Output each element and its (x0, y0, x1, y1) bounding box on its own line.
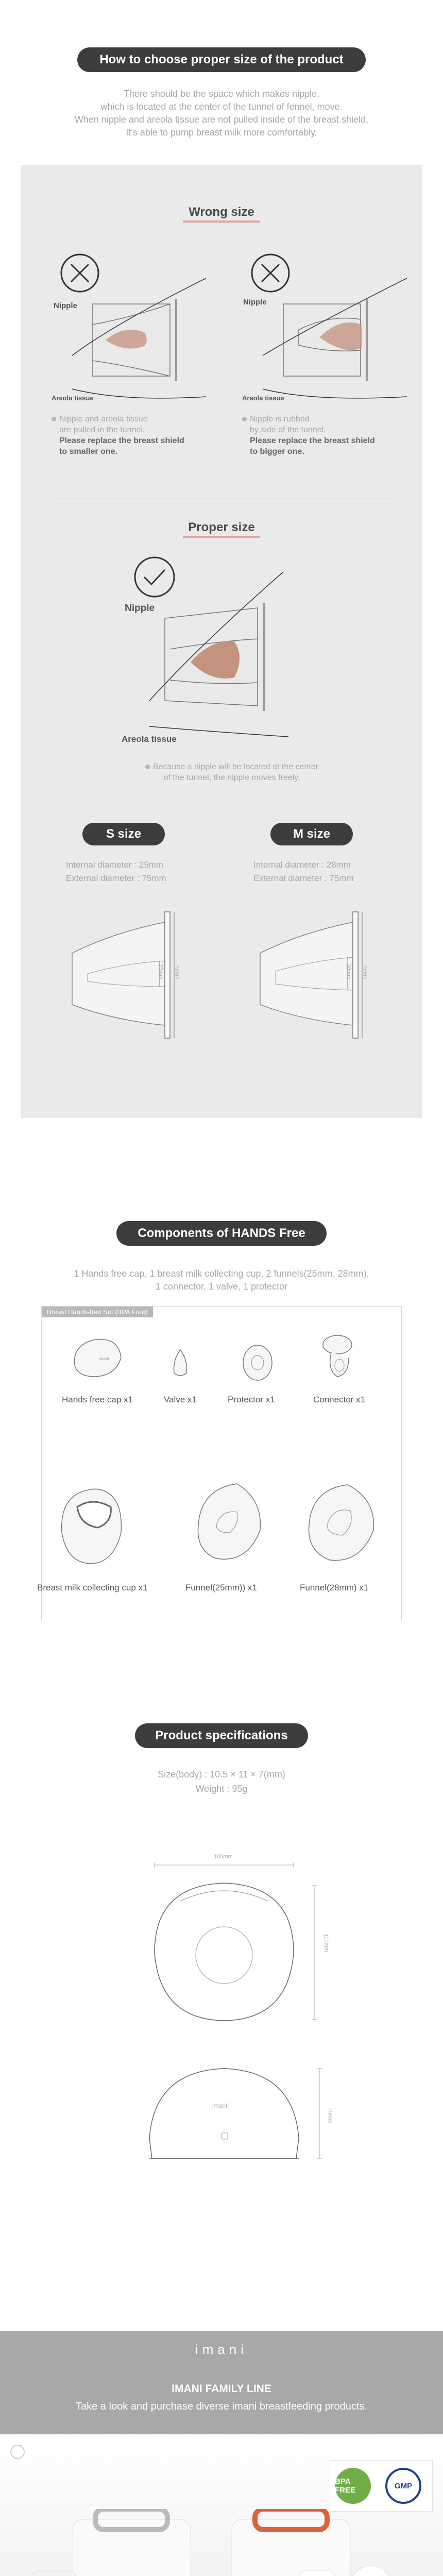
m-external-diameter: External diameter : 75mm (253, 873, 354, 883)
note-advice: to bigger one. (250, 447, 304, 456)
bullet-icon (145, 765, 150, 769)
intro-line: When nipple and areola tissue are not pulled inside of the breast shield, (74, 114, 369, 125)
areola-label: Areola tissue (52, 394, 94, 402)
size-guide-header (0, 0, 443, 139)
proper-size-title (183, 520, 260, 538)
nipple-label: Nipple (54, 301, 77, 310)
component-label: Funnel(28mm) x1 (300, 1583, 369, 1592)
collecting-cup-icon (52, 1476, 129, 1574)
wrong-small-note (52, 414, 227, 457)
note-line: of the tunnel, the nipple moves freely. (163, 773, 300, 782)
hands-free-cap-icon (67, 1329, 129, 1386)
size-guide-intro (0, 88, 443, 139)
areola-label: Areola tissue (242, 394, 284, 402)
width-dimension: 105mm (214, 1854, 233, 1860)
bpa-free-badge: BPA FREE (335, 2468, 371, 2504)
m-internal-diameter: Internal diameter : 28mm (253, 860, 351, 870)
proper-size-illustration (118, 551, 294, 747)
family-line-title: IMANI FAMILY LINE (172, 2383, 271, 2395)
set-tag: Breast Hands-free Set (BPA Free) (42, 1307, 153, 1317)
spec-size: Size(body) : 10.5 × 11 × 7(mm) (158, 1769, 285, 1780)
m-inner-dimension: 28mm (345, 963, 352, 980)
s-internal-diameter: Internal diameter : 25mm (66, 860, 163, 870)
wrong-size-title (183, 205, 260, 223)
component-label: Hands free cap x1 (62, 1395, 133, 1404)
note-line: are pulled in the tunnel. (59, 426, 145, 434)
device-front-drawing (134, 1860, 330, 2030)
note-advice: Please replace the breast shield (59, 436, 184, 445)
desc-line: 1 Hands free cap, 1 breast milk collecting cup, 2 funnels(25mm, 28mm), (74, 1268, 369, 1279)
wrong-size-title-text: Wrong size (189, 205, 254, 219)
height-dimension: 110mm (322, 1934, 329, 1952)
product-lineup-illustration (0, 2509, 443, 2576)
title-underline (183, 536, 260, 538)
size-guide-heading: How to choose proper size of the product (77, 47, 366, 72)
svg-text:imani: imani (99, 1357, 109, 1361)
s-external-diameter: External diameter : 75mm (66, 873, 166, 883)
desc-line: 1 connector, 1 valve, 1 protector (155, 1281, 288, 1292)
component-label: Connector x1 (313, 1395, 366, 1404)
bullet-icon (52, 417, 56, 421)
nipple-label: Nipple (243, 298, 267, 307)
proper-size-note (134, 761, 330, 783)
s-size-label: S size (82, 823, 165, 845)
funnel-28mm-icon (299, 1473, 381, 1571)
components-description (0, 1267, 443, 1293)
areola-label: Areola tissue (122, 734, 177, 744)
component-label: Protector x1 (228, 1395, 275, 1404)
component-label: Funnel(25mm)) x1 (185, 1583, 257, 1592)
specs-heading: Product specifications (135, 1723, 308, 1748)
intro-line: There should be the space which makes nipple, (123, 89, 320, 99)
intro-line: which is located at the center of the tunnel of fennel, move. (100, 101, 343, 112)
wrong-size-small-illustration (52, 247, 206, 402)
family-line-subtitle: Take a look and purchase diverse imani breastfeeding products. (76, 2401, 367, 2412)
s-size-specs (66, 858, 166, 885)
wrong-big-note (242, 414, 417, 457)
note-advice: Please replace the breast shield (250, 436, 375, 445)
depth-dimension: 70mm (327, 2107, 333, 2124)
note-line: Because a nipple will be located at the center (152, 762, 319, 771)
component-label: Breast milk collecting cup x1 (37, 1583, 148, 1592)
component-label: Valve x1 (164, 1395, 197, 1404)
check-icon (135, 557, 174, 597)
note-line: by side of the tunnel. (250, 426, 326, 434)
bullet-icon (242, 417, 247, 421)
note-advice: to smaller one. (59, 447, 117, 456)
valve-icon (165, 1345, 196, 1386)
wrong-size-big-illustration (242, 247, 407, 402)
m-size-specs (253, 858, 354, 885)
m-outer-dimension: 75mm (362, 963, 368, 980)
m-size-label: M size (270, 823, 353, 845)
protector-icon (237, 1340, 278, 1386)
device-brand-text: imani (212, 2102, 227, 2109)
connector-icon (317, 1329, 363, 1386)
brand-logo: imani (195, 2342, 248, 2357)
spec-values (0, 1767, 443, 1796)
components-heading: Components of HANDS Free (116, 1221, 327, 1246)
note-line: Nipple and areola tissue (59, 415, 148, 423)
proper-size-title-text: Proper size (188, 520, 255, 534)
spec-weight: Weight : 95g (195, 1784, 248, 1794)
title-underline (183, 221, 260, 223)
device-side-drawing (139, 2061, 335, 2174)
decor-dot-icon (10, 2445, 25, 2459)
s-inner-dimension: 25mm (157, 963, 164, 980)
s-outer-dimension: 75mm (174, 963, 180, 980)
gmp-badge: GMP (385, 2468, 421, 2504)
funnel-25mm-icon (185, 1473, 268, 1571)
note-line: Nipple is rubbed (250, 415, 310, 423)
intro-line: It's able to pump breast milk more comfortably. (126, 127, 317, 138)
nipple-label: Nipple (125, 603, 155, 614)
